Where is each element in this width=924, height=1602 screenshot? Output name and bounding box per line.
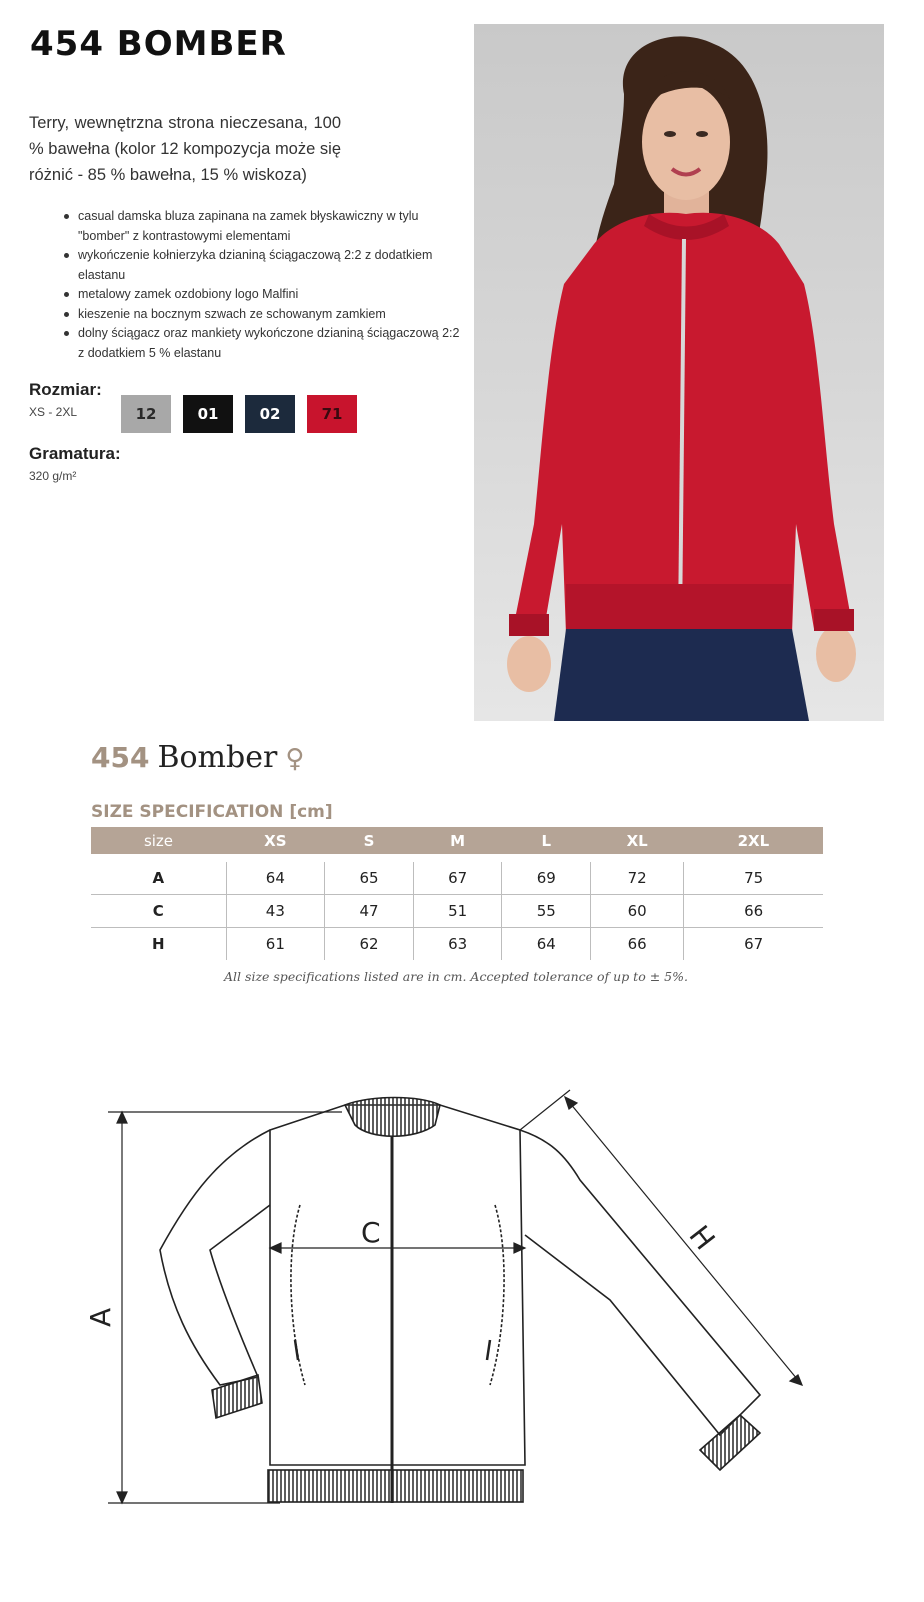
label-a: A [84,1307,117,1327]
female-icon: ♀ [285,744,305,774]
row-label: H [151,934,165,953]
table-cell: 60 [591,895,684,928]
size-label: Rozmiar: [29,380,102,399]
table-cell: 75 [684,862,823,895]
product-title: 454 BOMBER [30,24,287,64]
table-row [91,895,823,928]
feature-item: metalowy zamek ozdobiony logo Malfini [62,285,462,305]
table-cell: 55 [502,895,591,928]
table-cell: 66 [591,927,684,960]
feature-item: dolny ściągacz oraz mankiety wykończone dzianiną ściągaczową 2:2 z dodatkiem 5 % elastanu [62,324,462,363]
feature-item: casual damska bluza zapinana na zamek błyskawiczny w tylu "bomber" z kontrastowymi elementami [62,207,462,246]
table-cell: 43 [226,895,325,928]
feature-item: kieszenie na bocznym szwach ze schowanym zamkiem [62,305,462,325]
size-header: M [413,827,502,854]
color-swatch-12[interactable]: 12 [121,395,171,433]
spec-heading: SIZE SPECIFICATION [cm] [91,802,333,822]
table-cell: 67 [413,862,502,895]
table-cell: 63 [413,927,502,960]
table-cell: 69 [502,862,591,895]
table-cell: 65 [325,862,414,895]
size-header: XL [591,827,684,854]
row-label: A [91,862,226,895]
bomber-technical-drawing [80,1085,820,1525]
tolerance-note: All size specifications listed are in cm. Accepted tolerance of up to ± 5%. [224,969,688,984]
size-table [91,827,823,960]
product-description: Terry, wewnętrzna strona nieczesana, 100 % bawełna (kolor 12 kompozycja może się różnić - 85 % bawełna, 15 % wiskoza) [29,114,341,184]
weight-value: 320 g/m² [29,469,77,483]
feature-list [62,207,462,363]
table-cell: 64 [502,927,591,960]
color-swatch-01[interactable]: 01 [183,395,233,433]
size-header: XS [226,827,325,854]
size-header: S [325,827,414,854]
color-swatch-71[interactable]: 71 [307,395,357,433]
table-cell: 64 [226,862,325,895]
table-cell: 62 [325,927,414,960]
table-cell: 72 [591,862,684,895]
jacket-outline [160,1098,760,1504]
spec-model-number: 454 [91,741,150,774]
product-photo [474,24,884,721]
table-cell: 51 [413,895,502,928]
size-range: XS - 2XL [29,405,78,419]
table-row [91,927,823,960]
table-row [91,862,823,895]
spec-model-name: Bomber [157,740,278,775]
size-header: L [502,827,591,854]
row-label: C [91,895,226,928]
color-swatch-02[interactable]: 02 [245,395,295,433]
label-c: C [361,1216,381,1249]
weight-label: Gramatura: [29,444,121,463]
table-cell: 61 [226,927,325,960]
color-swatches [121,395,357,433]
size-table-header [91,827,823,854]
label-h: H [682,1219,722,1257]
model-illustration [474,24,884,721]
size-header: 2XL [684,827,823,854]
table-cell: 67 [684,927,823,960]
spec-title [91,740,304,775]
feature-item: wykończenie kołnierzyka dzianiną ściągaczową 2:2 z dodatkiem elastanu [62,246,462,285]
table-cell: 47 [325,895,414,928]
table-cell: 66 [684,895,823,928]
size-header-label: size [91,827,226,854]
